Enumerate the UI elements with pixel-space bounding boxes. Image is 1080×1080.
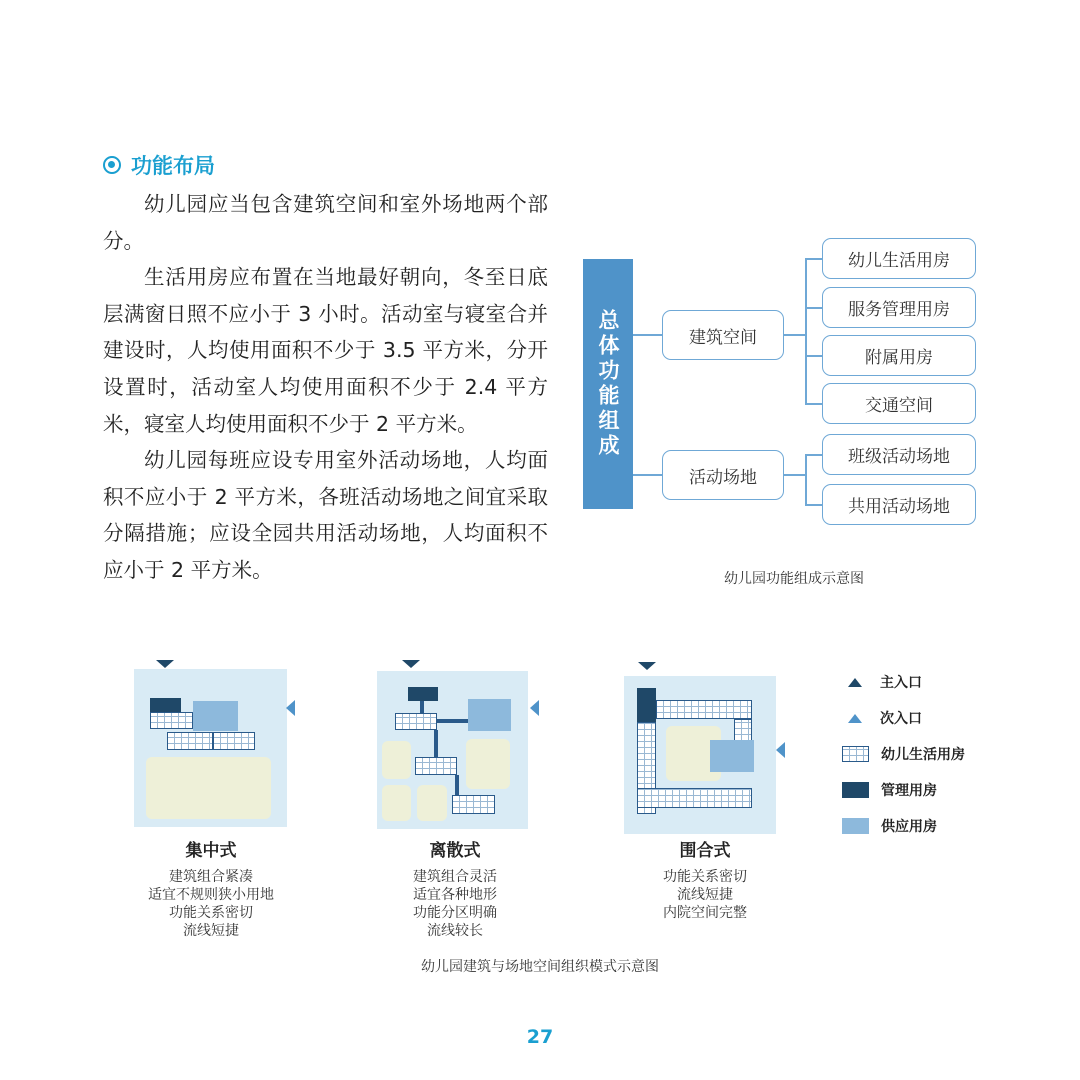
tree-caption: 幼儿园功能组成示意图 [724,571,864,587]
management-block [408,687,438,701]
living-rooms-swatch [842,746,869,762]
tree-leaf: 交通空间 [822,383,976,424]
secondary-entrance-marker [776,742,785,758]
supply-block [193,701,238,731]
management-rooms-swatch [842,782,869,798]
mode-description: 建筑组合紧凑 适宜不规则狭小用地 功能关系密切 流线短捷 [148,869,274,939]
tree-connector [805,454,807,505]
tree-branch-activity: 活动场地 [662,450,784,500]
living-block [213,732,255,750]
section-heading [103,150,215,180]
supply-block [710,740,754,772]
main-entrance-marker [156,660,174,668]
plan-enclosed [624,676,776,834]
page-number: 27 [526,1026,554,1048]
living-block [167,732,213,750]
main-entrance-marker [402,660,420,668]
playground-area [146,757,271,819]
mode-title: 离散式 [429,841,481,861]
tree-connector [805,403,823,405]
legend-living-rooms: 幼儿生活用房 [842,744,965,764]
paragraph: 生活用房应布置在当地最好朝向，冬至日底层满窗日照不应小于 3 小时。活动室与寝室合并建设时，人均使用面积不少于 3.5 平方米，分开设置时，活动室人均使用面积不少于 2.4 平方米，寝室人均使用面积不少于 2 平方米。 [103,265,548,436]
secondary-entrance-marker [286,700,295,716]
tree-connector [633,474,663,476]
corridor [434,730,438,757]
tree-leaf: 班级活动场地 [822,434,976,475]
plan-centralized [134,669,287,827]
living-block [637,788,752,808]
supply-block [468,699,511,731]
corridor [420,701,424,713]
body-text [103,186,548,589]
tree-connector [784,474,805,476]
tree-connector [805,307,823,309]
circle-bullet-icon [103,156,121,174]
legend-management-rooms: 管理用房 [842,780,937,800]
living-block [656,700,752,719]
legend-main-entrance: 主入口 [842,672,922,692]
tree-connector [633,334,663,336]
living-block [150,712,193,729]
legend-supply-rooms: 供应用房 [842,816,937,836]
tree-connector [805,258,807,404]
supply-rooms-swatch [842,818,869,834]
tree-connector [784,334,805,336]
corridor [455,775,459,795]
tree-leaf: 幼儿生活用房 [822,238,976,279]
playground-area [466,739,510,789]
paragraph: 幼儿园每班应设专用室外活动场地，人均面积不应小于 2 平方米，各班活动场地之间宜采取分隔措施；应设全园共用活动场地，人均面积不应小于 2 平方米。 [103,448,548,582]
tree-connector [805,355,823,357]
playground-area [382,741,411,779]
playground-area [417,785,447,821]
corridor [437,719,468,723]
main-entrance-icon [848,678,862,687]
mode-title: 围合式 [679,841,731,861]
living-block [452,795,495,814]
tree-leaf: 服务管理用房 [822,287,976,328]
tree-leaf: 附属用房 [822,335,976,376]
secondary-entrance-marker [530,700,539,716]
tree-branch-building: 建筑空间 [662,310,784,360]
tree-connector [805,504,823,506]
secondary-entrance-icon [848,714,862,723]
main-entrance-marker [638,662,656,670]
management-block [637,688,656,722]
management-block [150,698,181,712]
paragraph: 幼儿园应当包含建筑空间和室外场地两个部分。 [103,192,548,253]
living-block [415,757,457,775]
tree-connector [805,258,823,260]
plan-dispersed [377,671,528,829]
legend-secondary-entrance: 次入口 [842,708,922,728]
mode-title: 集中式 [185,841,237,861]
tree-root: 总体功能组成 [583,259,633,509]
mode-description: 建筑组合灵活 适宜各种地形 功能分区明确 流线较长 [413,869,497,939]
living-block [395,713,437,730]
mode-description: 功能关系密切 流线短捷 内院空间完整 [663,869,747,921]
tree-connector [805,454,823,456]
modes-caption: 幼儿园建筑与场地空间组织模式示意图 [421,959,659,975]
playground-area [382,785,411,821]
tree-leaf: 共用活动场地 [822,484,976,525]
section-title: 功能布局 [131,154,215,178]
living-block [734,719,752,741]
